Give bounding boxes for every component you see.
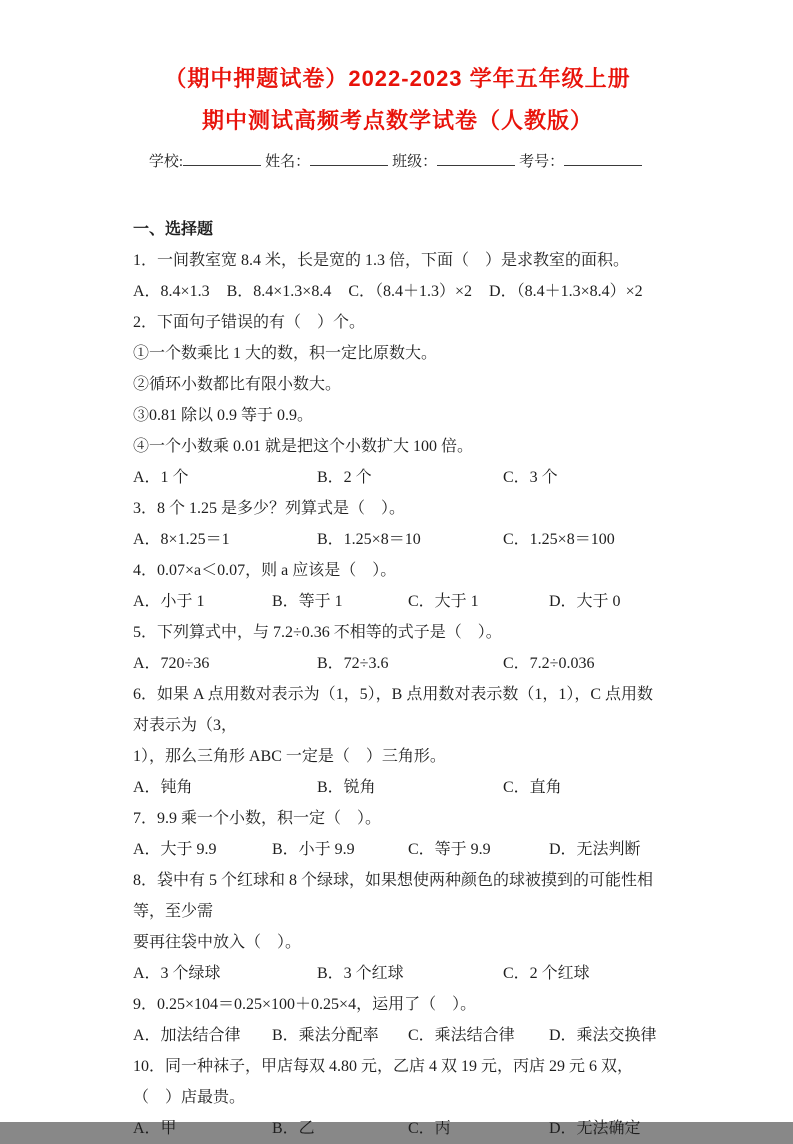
- question-4-option-B: B．等于 1: [272, 593, 343, 610]
- question-8-option-A: A．3 个绿球: [133, 965, 221, 982]
- question-7-option-B: B．小于 9.9: [272, 841, 355, 858]
- question-6-text-line: 6．如果 A 点用数对表示为（1，5），B 点用数对表示数（1，1），C 点用数对表示为（3，: [133, 686, 654, 734]
- question-8-options-row: [133, 958, 662, 989]
- question-3-option-B: B．1.25×8＝10: [317, 531, 421, 548]
- question-7-text-line: 7．9.9 乘一个小数，积一定（ ）。: [133, 810, 382, 827]
- student-info-form: [133, 147, 662, 178]
- question-4-options-row: [133, 586, 662, 617]
- question-2-text-line: ②循环小数都比有限小数大。: [133, 376, 342, 393]
- question-1-option-C: C．（8.4＋1.3）×2: [348, 283, 473, 300]
- question-3-option-C: C．1.25×8＝100: [503, 531, 615, 548]
- exam-header: [133, 58, 662, 178]
- exam-number-field: [519, 147, 646, 178]
- question-1-options-row: [133, 276, 662, 307]
- question-7-option-C: C．等于 9.9: [408, 841, 491, 858]
- question-6-option-B: B．锐角: [317, 779, 376, 796]
- exam-title-line2: 期中测试高频考点数学试卷（人教版）: [201, 108, 593, 133]
- class-field: [392, 147, 519, 178]
- question-9-option-B: B．乘法分配率: [272, 1027, 379, 1044]
- question-6-options-row: [133, 772, 662, 803]
- question-2-option-A: A．1 个: [133, 469, 189, 486]
- exam-body: [133, 214, 662, 1144]
- question-4-option-D: D．大于 0: [549, 593, 621, 610]
- question-9-option-A: A．加法结合律: [133, 1027, 241, 1044]
- question-6-option-C: C．直角: [503, 779, 562, 796]
- question-2-text-line: ①一个数乘比 1 大的数，积一定比原数大。: [133, 345, 438, 362]
- question-2-option-C: C．3 个: [503, 469, 558, 486]
- question-4-text-line: 4．0.07×a＜0.07，则 a 应该是（ ）。: [133, 562, 397, 579]
- question-2-options-row: [133, 462, 662, 493]
- exam-number-blank: [564, 149, 642, 166]
- question-6-option-A: A．钝角: [133, 779, 193, 796]
- question-2-text-line: 2．下面句子错误的有（ ）个。: [133, 314, 366, 331]
- question-3-text-line: 3．8 个 1.25 是多少？列算式是（ ）。: [133, 500, 406, 517]
- question-10-option-D: D．无法确定: [549, 1120, 641, 1137]
- question-8-text-line: 要再往袋中放入（ ）。: [133, 934, 302, 951]
- question-10-options-row: [133, 1113, 662, 1144]
- question-5-option-A: A．720÷36: [133, 655, 210, 672]
- question-5-options-row: [133, 648, 662, 679]
- question-4-option-C: C．大于 1: [408, 593, 479, 610]
- question-9-text-line: 9．0.25×104＝0.25×100＋0.25×4，运用了（ ）。: [133, 996, 477, 1013]
- question-list: [133, 245, 662, 1144]
- school-label: 学校:: [148, 154, 184, 170]
- question-9-option-C: C．乘法结合律: [408, 1027, 515, 1044]
- question-1-text-line: 1．一间教室宽 8.4 米，长是宽的 1.3 倍，下面（ ）是求教室的面积。: [133, 252, 630, 269]
- question-5-text-line: 5．下列算式中，与 7.2÷0.36 不相等的式子是（ ）。: [133, 624, 502, 641]
- class-blank: [437, 149, 515, 166]
- question-8-option-B: B．3 个红球: [317, 965, 404, 982]
- question-9-options-row: [133, 1020, 662, 1051]
- question-1-option-A: A．8.4×1.3: [133, 283, 210, 300]
- question-8-text-line: 8．袋中有 5 个红球和 8 个绿球，如果想使两种颜色的球被摸到的可能性相等，至少需: [133, 872, 654, 920]
- school-field: [149, 147, 265, 178]
- school-blank: [183, 149, 261, 166]
- question-2-option-B: B．2 个: [317, 469, 372, 486]
- question-7-option-A: A．大于 9.9: [133, 841, 217, 858]
- question-1-option-D: D．（8.4＋1.3×8.4）×2: [489, 283, 643, 300]
- question-3-options-row: [133, 524, 662, 555]
- question-5-option-C: C．7.2÷0.036: [503, 655, 595, 672]
- section-heading-choice-questions: 一、选择题: [133, 221, 214, 238]
- name-field: [265, 147, 392, 178]
- exam-number-label: 考号：: [519, 154, 565, 170]
- name-label: 姓名：: [265, 154, 311, 170]
- question-10-option-A: A．甲: [133, 1120, 177, 1137]
- question-7-options-row: [133, 834, 662, 865]
- question-10-option-C: C．丙: [408, 1120, 451, 1137]
- question-4-option-A: A．小于 1: [133, 593, 205, 610]
- question-2-text-line: ③0.81 除以 0.9 等于 0.9。: [133, 407, 314, 424]
- name-blank: [310, 149, 388, 166]
- question-1-option-B: B．8.4×1.3×8.4: [226, 283, 332, 300]
- question-7-option-D: D．无法判断: [549, 841, 641, 858]
- question-8-option-C: C．2 个红球: [503, 965, 590, 982]
- question-5-option-B: B．72÷3.6: [317, 655, 389, 672]
- exam-title-line1: （期中押题试卷）2022-2023 学年五年级上册: [164, 66, 631, 91]
- question-10-text-line: 10．同一种袜子，甲店每双 4.80 元，乙店 4 双 19 元，丙店 29 元 6 双，（ ）店最贵。: [133, 1058, 634, 1106]
- question-10-option-B: B．乙: [272, 1120, 315, 1137]
- question-2-text-line: ④一个小数乘 0.01 就是把这个小数扩大 100 倍。: [133, 438, 474, 455]
- question-6-text-line: 1），那么三角形 ABC 一定是（ ）三角形。: [133, 748, 446, 765]
- question-3-option-A: A．8×1.25＝1: [133, 531, 230, 548]
- question-9-option-D: D．乘法交换律: [549, 1027, 657, 1044]
- class-label: 班级：: [392, 154, 438, 170]
